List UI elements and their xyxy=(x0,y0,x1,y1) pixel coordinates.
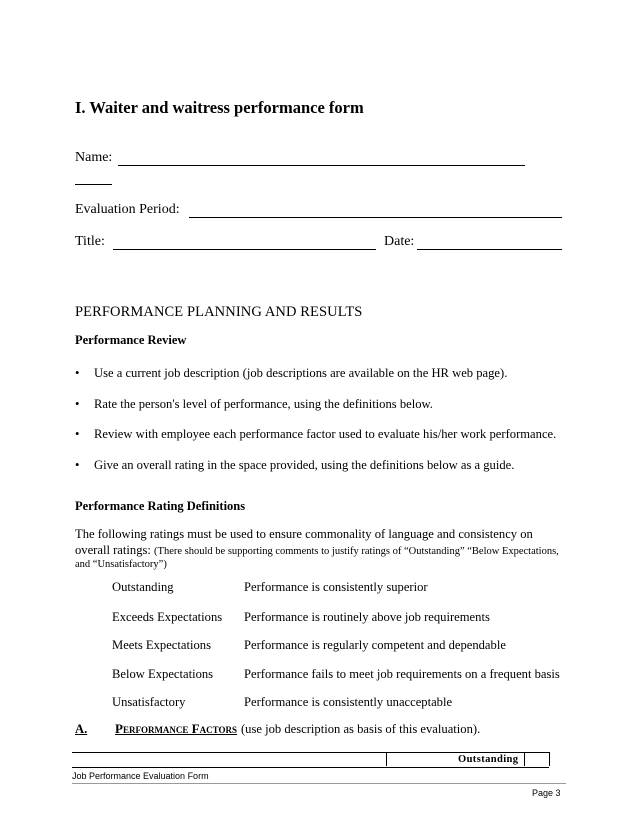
definitions-intro-note: (There should be supporting comments to justify ratings of “Outstanding” “Below Expectations, xyxy=(154,546,559,557)
page-number: Page 3 xyxy=(532,788,561,798)
performance-factors-title: Performance Factors xyxy=(115,721,237,736)
rating-name: Outstanding xyxy=(112,580,174,594)
job-title-label: Title: xyxy=(75,234,105,249)
rating-definitions-heading: Performance Rating Definitions xyxy=(75,499,246,513)
evaluation-period-input-line[interactable] xyxy=(189,217,562,218)
bullet-icon: • xyxy=(75,397,80,411)
bullet-icon: • xyxy=(75,427,80,441)
rating-definition: Performance is consistently unacceptable xyxy=(244,695,453,709)
performance-factors-heading xyxy=(75,721,480,737)
list-item-text: Rate the person's level of performance, using the definitions below. xyxy=(94,397,433,411)
list-item xyxy=(75,427,556,442)
list-item xyxy=(75,397,433,412)
bullet-icon: • xyxy=(75,366,80,380)
rating-definition: Performance is routinely above job requirements xyxy=(244,610,490,624)
rating-definition: Performance is consistently superior xyxy=(244,580,428,594)
section-letter: A. xyxy=(75,722,88,736)
date-input-line[interactable] xyxy=(417,249,562,250)
performance-review-heading: Performance Review xyxy=(75,333,187,347)
definitions-intro-line: The following ratings must be used to ensure commonality of language and consistency on xyxy=(75,527,533,541)
rating-definition: Performance fails to meet job requirements on a frequent basis xyxy=(244,667,560,681)
rating-name: Unsatisfactory xyxy=(112,695,186,709)
list-item-text: Review with employee each performance factor used to evaluate his/her work performance. xyxy=(94,427,557,441)
list-item xyxy=(75,366,507,381)
definitions-intro-line xyxy=(75,543,559,558)
bullet-icon: • xyxy=(75,458,80,472)
rating-name: Meets Expectations xyxy=(112,638,211,652)
performance-factors-note: (use job description as basis of this evaluation). xyxy=(240,722,481,736)
list-item-text: Use a current job description (job descriptions are available on the HR web page). xyxy=(94,366,508,380)
definitions-intro-main: overall ratings: xyxy=(75,543,151,557)
footer-divider xyxy=(72,783,566,784)
form-title: I. Waiter and waitress performance form xyxy=(75,98,364,117)
date-label: Date: xyxy=(384,234,415,249)
performance-planning-heading: PERFORMANCE PLANNING AND RESULTS xyxy=(75,304,363,320)
rating-name: Exceeds Expectations xyxy=(112,610,223,624)
name-label: Name: xyxy=(75,150,113,165)
name-input-line-continued[interactable] xyxy=(75,184,112,185)
footer-form-name: Job Performance Evaluation Form xyxy=(72,771,209,781)
factor-cell xyxy=(72,752,387,766)
rating-name: Below Expectations xyxy=(112,667,214,681)
list-item xyxy=(75,458,514,473)
evaluation-period-label: Evaluation Period: xyxy=(75,202,180,217)
list-item-text: Give an overall rating in the space provided, using the definitions below as a guide. xyxy=(94,458,515,472)
rating-definition: Performance is regularly competent and dependable xyxy=(244,638,506,652)
definitions-intro-note: and “Unsatisfactory”) xyxy=(75,559,167,570)
job-title-input-line[interactable] xyxy=(113,249,376,250)
rating-checkbox[interactable] xyxy=(524,752,550,766)
name-input-line[interactable] xyxy=(118,165,525,166)
rating-column-label: Outstanding xyxy=(458,754,519,765)
